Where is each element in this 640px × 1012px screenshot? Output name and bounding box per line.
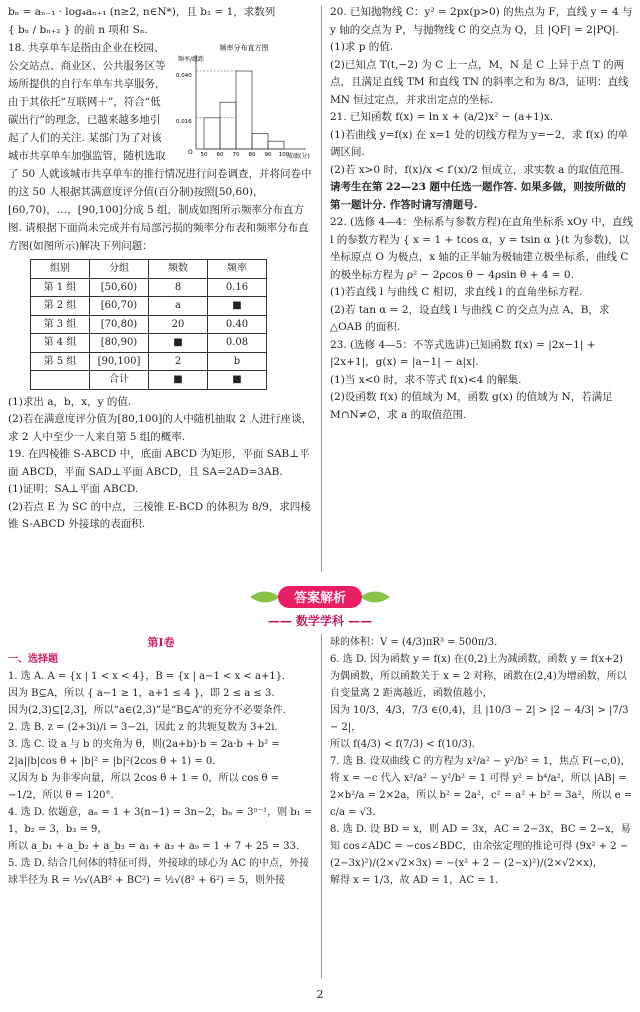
table-cell: ■ xyxy=(149,334,208,353)
table-cell: 0.08 xyxy=(208,334,267,353)
histogram-bar xyxy=(204,118,220,149)
table-header-row xyxy=(31,260,267,279)
table-cell: [90,100] xyxy=(90,352,149,371)
histogram-x-tick: 80 xyxy=(248,152,256,158)
table-cell: 0.16 xyxy=(208,278,267,297)
histogram-origin: O xyxy=(188,149,193,156)
table-cell: ■ xyxy=(208,371,267,390)
histogram-svg xyxy=(174,41,314,163)
answer-6: 6. 选 D. 因为函数 y = f(x) 在(0,2)上为减函数，函数 y = f(x+2) 为偶函数，所以函数关于 x = 2 对称，函数在(2,4)为增函数，所以自变量离 2 距离越近，函数值越小， xyxy=(330,654,627,699)
answer-8b: 解得 x = 1/3，故 AD = 1，AC = 1. xyxy=(330,875,499,886)
table-row xyxy=(31,297,267,316)
column-divider xyxy=(321,6,322,572)
table-cell: 合计 xyxy=(90,371,149,390)
table-header-cell: 频数 xyxy=(149,260,208,279)
q18-part1: (1)求出 a，b，x，y 的值. xyxy=(8,395,132,408)
frequency-histogram xyxy=(174,41,314,163)
histogram-xlabel: 成绩(分) xyxy=(287,153,310,160)
answer-banner xyxy=(220,582,420,612)
table-cell: [70,80) xyxy=(90,315,149,334)
table-cell: 2 xyxy=(149,352,208,371)
histogram-bar xyxy=(252,133,268,149)
table-row xyxy=(31,278,267,297)
histogram-x-tick: 100 xyxy=(278,152,290,158)
histogram-x-tick: 90 xyxy=(264,152,272,158)
answer-1b: 因为 B⊆A，所以 { a−1 ≥ 1，a+1 ≤ 4 }，即 2 ≤ a ≤ 3. xyxy=(8,688,275,699)
answers-right-column xyxy=(330,634,634,889)
answers-left-column xyxy=(8,634,314,889)
answer-banner-label: 答案解析 xyxy=(293,591,347,606)
table-cell: [50,60) xyxy=(90,278,149,297)
q21-part2: (2)若 x>0 时，f(x)/x < f′(x)/2 恒成立，求实数 a 的取值范围. xyxy=(330,163,624,176)
table-cell: [80,90) xyxy=(90,334,149,353)
answer-5c: 球的体积：V = (4/3)πR³ = 500π/3. xyxy=(330,637,498,648)
q19-part2: (2)若点 E 为 SC 的中点，三棱锥 E-BCD 的体积为 8/9，求四棱锥 S-ABCD 外接球的表面积. xyxy=(8,500,311,530)
q23-part1: (1)当 x<0 时，求不等式 f(x)<4 的解集. xyxy=(330,373,522,386)
answer-7: 7. 选 B. 设双曲线 C 的方程为 x²/a² − y²/b² = 1，焦点 F(−c,0)，将 x = −c 代入 x²/a² − y²/b² = 1 可得 y² = b⁴/a²，所以 |AB| = 2×b²/a = 2×2a，所以 b² = 2a²，c² = a² + b² = 3a²，所以 e = c/a = √3. xyxy=(330,756,633,818)
table-cell xyxy=(31,371,90,390)
table-header-cell: 组别 xyxy=(31,260,90,279)
histogram-title: 频率分布直方图 xyxy=(219,44,269,52)
histogram-bar xyxy=(236,71,252,149)
table-row xyxy=(31,315,267,334)
answer-3b: 又因为 b 为非零向量，所以 2cos θ + 1 = 0，所以 cos θ = −1/2，所以 θ = 120°. xyxy=(8,773,280,801)
histogram-x-tick: 70 xyxy=(232,152,240,158)
table-row xyxy=(31,334,267,353)
answer-2: 2. 选 B. z = (2+3i)/i = 3−2i，因此 z 的共轭复数为 3+2i. xyxy=(8,722,278,733)
histogram-x-tick: 50 xyxy=(200,152,208,158)
q21-part1: (1)若曲线 y=f(x) 在 x=1 处的切线方程为 y=−2，求 f(x) 的单调区间. xyxy=(330,128,629,158)
table-cell: 第 2 组 xyxy=(31,297,90,316)
answer-4: 4. 选 D. 依题意，aₙ = 1 + 3(n−1) = 3n−2，bₙ = 3ⁿ⁻¹，则 b₁ = 1，b₂ = 3，b₃ = 9， xyxy=(8,807,313,835)
histogram-bar xyxy=(268,141,284,149)
table-row xyxy=(31,352,267,371)
q17-tail-line1: bₙ = aₙ₋₁ · log₄aₙ₊₁ (n≥2, n∈N*)，且 b₁ = 1，求数列 xyxy=(8,6,276,18)
table-cell: ■ xyxy=(208,297,267,316)
table-cell: 20 xyxy=(149,315,208,334)
table-header-cell: 分组 xyxy=(90,260,149,279)
answer-6b: 因为 10/3，4/3，7/3 ∈(0,4)，且 |10/3 − 2| > |2 − 4/3| > |7/3 − 2|， xyxy=(330,705,629,733)
table-cell: 第 4 组 xyxy=(31,334,90,353)
subject-title: —— 数学学科 —— xyxy=(267,614,373,628)
table-cell: ■ xyxy=(149,371,208,390)
q18-intro: 18. 共享单车是指由企业在校园、公交站点、商业区、公共服务区等场所提供的自行车单车共享服务，由于其依托“互联网＋”，符合“低碳出行”的理念，已越来越多地引起了人们的关注. 某部门为了对该城市共享单车加强监管，随机选取了 50 人就该城市共享单车的推行情况进行问卷调查，并将问卷中的这 50 人根据其满意度评分值(百分制)按照[50,60)，[60,70)，…，[90,100]分成 5 组，制成如图所示频率分布直方图. 请根据下面尚未完成并有局部污损的频率分布表和频率分布直方图(如图所示)解决下列问题： xyxy=(8,42,312,252)
answer-1c: 因为(2,3)⊆[2,3]，所以“a∈(2,3)”是“B⊆A”的充分不必要条件. xyxy=(8,705,286,716)
table-cell: 0.40 xyxy=(208,315,267,334)
table-cell: 8 xyxy=(149,278,208,297)
answer-6c: 所以 f(4/3) < f(7/3) < f(10/3). xyxy=(330,739,475,750)
histogram-bar xyxy=(220,102,236,149)
q17-tail-line2: { bₙ / bₙ₊₂ } 的前 n 项和 Sₙ. xyxy=(8,23,148,36)
q19-part1: (1)证明：SA⊥平面 ABCD. xyxy=(8,483,139,495)
table-cell: a xyxy=(149,297,208,316)
table-cell: 第 3 组 xyxy=(31,315,90,334)
q21-stem: 21. 已知函数 f(x) = ln x + (a/2)x² − (a+1)x. xyxy=(330,111,554,123)
q23-stem: 23. (选修 4—5：不等式选讲)已知函数 f(x) = |2x−1| + |2x+1|，g(x) = |a−1| − a|x|. xyxy=(330,338,596,368)
q20-part1: (1)求 p 的值. xyxy=(330,41,394,53)
table-cell: [60,70) xyxy=(90,297,149,316)
histogram-x-tick: 60 xyxy=(216,152,224,158)
table-header-cell: 频率 xyxy=(208,260,267,279)
answer-1: 1. 选 A. A = {x | 1 < x < 4}，B = {x | a−1 < x < a+1}. xyxy=(8,671,286,682)
table-cell: b xyxy=(208,352,267,371)
q23-part2: (2)设函数 f(x) 的值域为 M，函数 g(x) 的值域为 N，若满足 M∩N≠∅，求 a 的取值范围. xyxy=(330,391,613,421)
q22-part2: (2)若 tan α = 2，设直线 l 与曲线 C 的交点为点 A，B，求 △OAB 的面积. xyxy=(330,303,610,333)
q18-part2: (2)若在满意度评分值为[80,100]的人中随机抽取 2 人进行座谈，求 2 人中至少一人来自第 5 组的概率. xyxy=(8,413,313,443)
right-column xyxy=(330,4,634,424)
table-cell: 第 1 组 xyxy=(31,278,90,297)
answer-8: 8. 选 D. 设 BD = x，则 AD = 3x，AC = 2−3x，BC = 2−x，易知 cos∠ADC = −cos∠BDC，由余弦定理的推论可得 (9x² + 2 − (2−3x)²)/(2×√2×3x) = −(x² + 2 − (2−x)²)/(2×√2×x)， xyxy=(330,824,631,869)
part-title: 一、选择题 xyxy=(8,654,58,665)
table-row xyxy=(31,371,267,390)
answer-3: 3. 选 C. 设 a 与 b 的夹角为 θ，则(2a+b)·b = 2a·b + b² = 2|a||b|cos θ + |b|² = |b|²(2cos θ + 1) = 0. xyxy=(8,739,280,767)
answer-column-divider xyxy=(321,634,322,978)
histogram-ylabel: 频率/组距 xyxy=(178,56,205,63)
frequency-table xyxy=(30,259,267,390)
answer-5: 5. 选 D. 结合几何体的特征可得，外接球的球心为 AC 的中点，外接球半径为 R = ½√(AB² + BC²) = ½√(8² + 6²) = 5，则外接 xyxy=(8,858,310,886)
q22-part1: (1)若直线 l 与曲线 C 相切，求直线 l 的直角坐标方程. xyxy=(330,286,583,298)
q20-stem: 20. 已知抛物线 C：y² = 2px(p>0) 的焦点为 F，直线 y = 4 与 y 轴的交点为 P，与抛物线 C 的交点为 Q，且 |QF| = 2|PQ|. xyxy=(330,6,633,36)
histogram-ytick-low: 0.016 xyxy=(176,119,192,125)
histogram-ytick-top: 0.040 xyxy=(176,73,192,79)
q19-stem: 19. 在四棱锥 S-ABCD 中，底面 ABCD 为矩形，平面 SAB⊥平面 ABCD，平面 SAD⊥平面 ABCD，且 SA=2AD=3AB. xyxy=(8,448,310,478)
section-title: 第Ⅰ卷 xyxy=(147,636,175,649)
page-number: 2 xyxy=(316,988,324,1001)
question-18 xyxy=(8,39,314,255)
answer-4b: 所以 a_b₁ + a_b₂ + a_b₃ = a₁ + a₃ + a₉ = 1 + 7 + 25 = 33. xyxy=(8,841,300,852)
left-column xyxy=(8,4,314,534)
choose-one-note: 请考生在第 22—23 题中任选一题作答. 如果多做，则按所做的第一题计分. 作答时请写清题号. xyxy=(330,181,626,211)
q20-part2: (2)已知点 T(t,−2) 为 C 上一点，M，N 是 C 上异于点 T 的两点，且满足直线 TM 和直线 TN 的斜率之和为 8/3，证明：直线 MN 恒过定点，并求出定点的坐标. xyxy=(330,58,629,106)
table-cell: 第 5 组 xyxy=(31,352,90,371)
q22-stem: 22. (选修 4—4：坐标系与参数方程)在直角坐标系 xOy 中，直线 l 的参数方程为 { x = 1 + tcos α，y = tsin α }(t 为参数)，以坐标原点 O 为极点，x 轴的正半轴为极轴建立极坐标系，曲线 C 的极坐标方程为 ρ² − 2ρcos θ − 4ρsin θ + 4 = 0. xyxy=(330,216,634,281)
